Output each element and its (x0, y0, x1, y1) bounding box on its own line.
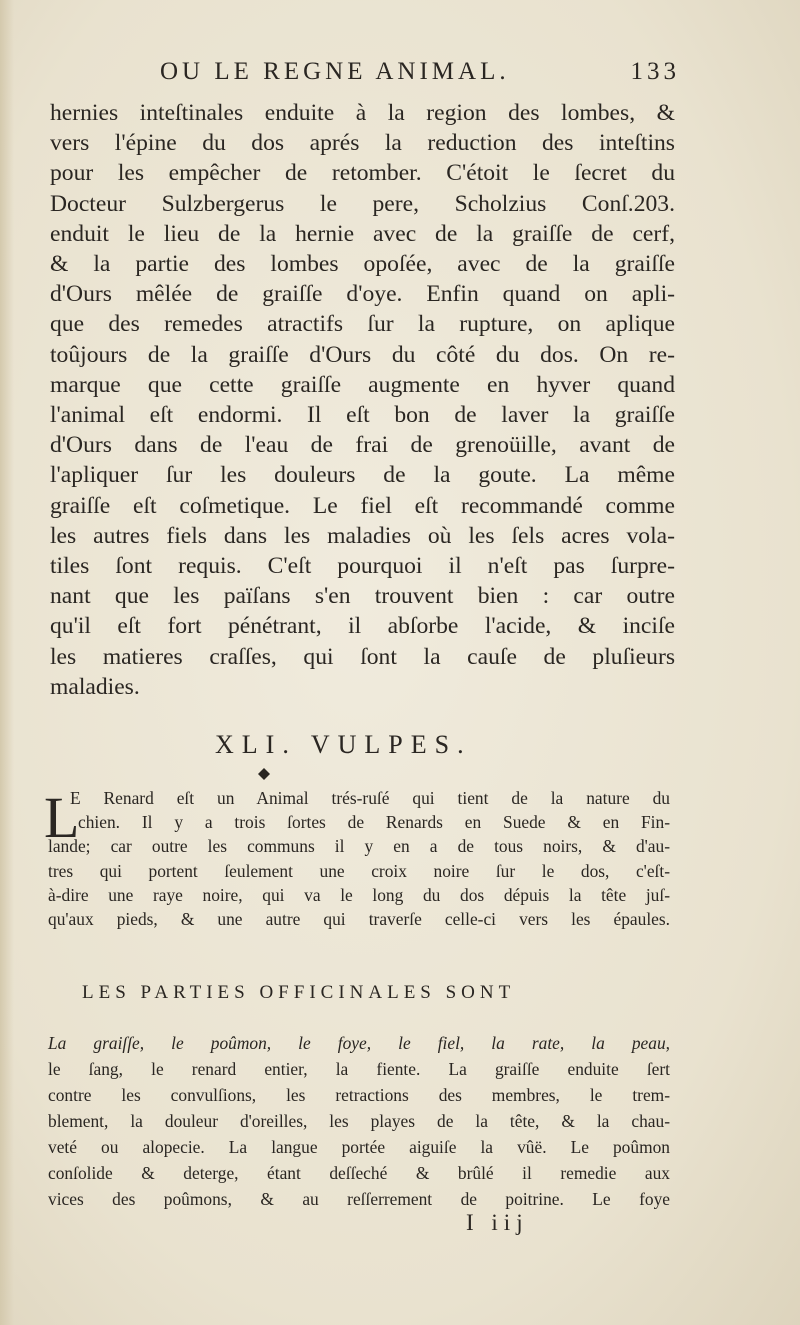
text-line: nant que les païſans s'en trouvent bien : car outre (50, 583, 675, 610)
text-line: enduit le lieu de la hernie avec de la graiſſe de cerf, (50, 220, 675, 247)
text-line: à-dire une raye noire, qui va le long du dos dépuis la tête juſ- (48, 884, 670, 905)
text-line: que des remedes atractifs ſur la rupture, on aplique (50, 311, 675, 338)
fleuron-ornament-icon (258, 768, 270, 780)
text-line: d'Ours mêlée de graiſſe d'oye. Enfin quand on apli- (50, 281, 675, 308)
text-line: & la partie des lombes opoſée, avec de la graiſſe (50, 251, 675, 278)
text-line: marque que cette graiſſe augmente en hyver quand (50, 371, 675, 398)
officinal-parts-paragraph (48, 1030, 670, 1212)
text-line: maladies. (50, 673, 140, 700)
text-line: tiles ſont requis. C'eſt pourquoi il n'eſt pas ſurpre- (50, 553, 675, 580)
text-line: chien. Il y a trois ſortes de Renards en Suede & en Fin- (78, 812, 670, 833)
text-line: l'animal eſt endormi. Il eſt bon de laver la graiſſe (50, 402, 675, 429)
text-line: veté ou alopecie. La langue portée aiguiſe la vûë. Le poûmon (48, 1137, 670, 1157)
text-line: les autres fiels dans les maladies où les ſels acres vola- (50, 522, 675, 549)
text-line: conſolide & deterge, étant deſſeché & brûlé il remedie aux (48, 1163, 670, 1183)
text-line: pour les empêcher de retomber. C'étoit le ſecret du (50, 160, 675, 187)
text-line: contre les convulſions, les retractions des membres, le trem- (48, 1085, 670, 1105)
text-line: d'Ours dans de l'eau de frai de grenoüille, avant de (50, 432, 675, 459)
text-line: blement, la douleur d'oreilles, les playes de la tête, & la chau- (48, 1111, 670, 1131)
text-line: les matieres craſſes, qui ſont la cauſe de pluſieurs (50, 643, 675, 670)
text-line: toûjours de la graiſſe d'Ours du côté du dos. On re- (50, 341, 675, 368)
running-head-title: OU LE REGNE ANIMAL. (160, 58, 510, 85)
text-line: vers l'épine du dos aprés la reduction des inteſtins (50, 130, 675, 157)
page-number: 133 (630, 58, 680, 85)
signature-mark: I iij (466, 1210, 529, 1235)
text-line: qu'aux pieds, & une autre qui traverſe celle-ci vers les épaules. (48, 909, 670, 930)
continued-paragraph (50, 98, 675, 702)
text-line: E Renard eſt un Animal trés-ruſé qui tient de la nature du (70, 788, 670, 808)
running-head (160, 58, 680, 86)
text-line: vices des poûmons, & au reſſerrement de poitrine. Le foye (48, 1189, 670, 1209)
text-line: Docteur Sulzbergerus le pere, Scholzius Conſ.203. (50, 190, 675, 217)
text-line: tres qui portent ſeulement une croix noire ſur le dos, c'eſt- (48, 860, 670, 881)
text-line: qu'il eſt fort pénétrant, il abſorbe l'acide, & inciſe (50, 613, 675, 640)
text-line: le ſang, le renard entier, la fiente. La graiſſe enduite ſert (48, 1059, 670, 1079)
section-heading: LES PARTIES OFFICINALES SONT (82, 982, 516, 1003)
text-line: l'apliquer ſur les douleurs de la goute. La même (50, 462, 675, 489)
drop-cap: L (44, 785, 80, 850)
chapter-title: XLI. VULPES. (215, 730, 472, 759)
intro-paragraph (48, 786, 670, 931)
text-line: graiſſe eſt coſmetique. Le fiel eſt recommandé comme (50, 492, 675, 519)
text-line: lande; car outre les communs il y en a de tous noirs, & d'au- (48, 836, 670, 857)
text-line: La graiſſe, le poûmon, le foye, le fiel, la rate, la peau, (48, 1033, 670, 1053)
text-line: hernies inteſtinales enduite à la region des lombes, & (50, 100, 675, 126)
